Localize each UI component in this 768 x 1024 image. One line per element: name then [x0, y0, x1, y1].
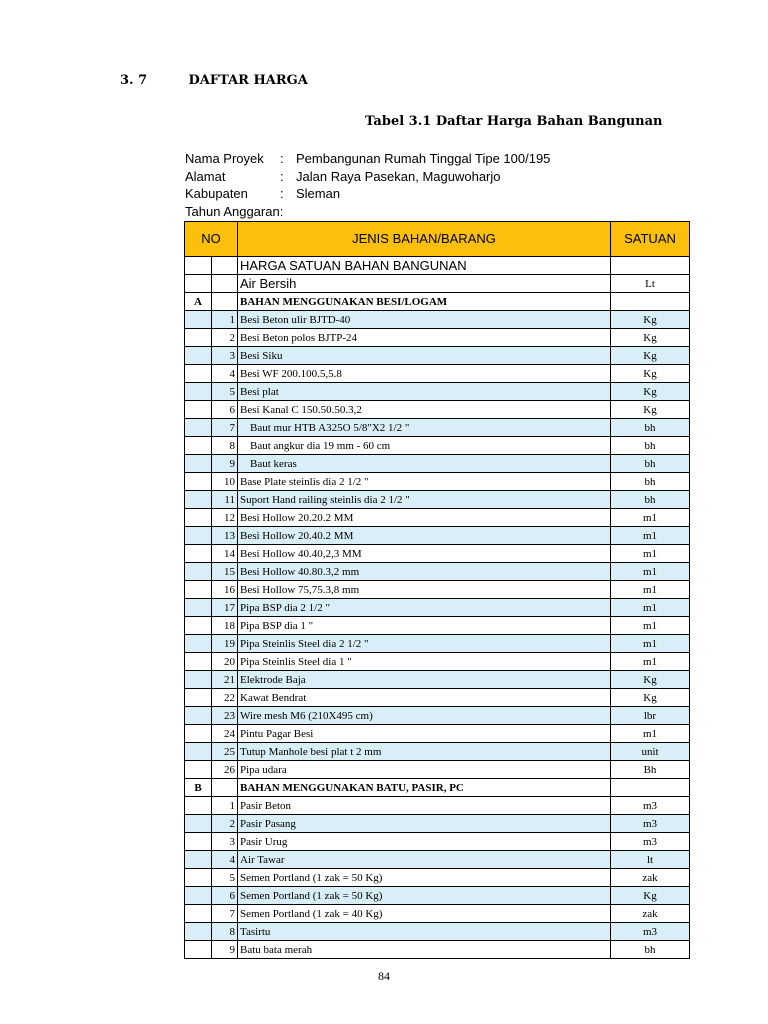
row-group	[185, 329, 212, 347]
row-item-name: Pasir Urug	[238, 833, 611, 851]
row-item-name: Besi Hollow 20.40.2 MM	[238, 527, 611, 545]
table-row	[185, 887, 690, 905]
table-row	[185, 689, 690, 707]
row-group	[185, 743, 212, 761]
row-group	[185, 869, 212, 887]
table-row	[185, 599, 690, 617]
row-unit	[611, 293, 690, 311]
row-group	[185, 923, 212, 941]
table-row	[185, 671, 690, 689]
row-unit: Kg	[611, 365, 690, 383]
table-row	[185, 581, 690, 599]
section-row	[185, 779, 690, 797]
table-row	[185, 851, 690, 869]
row-group: B	[185, 779, 212, 797]
row-unit: m3	[611, 797, 690, 815]
table-row	[185, 743, 690, 761]
table-row	[185, 455, 690, 473]
project-info-sep: :	[280, 186, 284, 201]
row-item-name: Besi Siku	[238, 347, 611, 365]
table-row	[185, 437, 690, 455]
row-group	[185, 581, 212, 599]
row-item-name: BAHAN MENGGUNAKAN BATU, PASIR, PC	[238, 779, 611, 797]
section-row	[185, 293, 690, 311]
table-row	[185, 365, 690, 383]
row-number: 3	[212, 833, 238, 851]
table-caption: Tabel 3.1 Daftar Harga Bahan Bangunan	[365, 114, 663, 129]
row-unit: m1	[611, 653, 690, 671]
row-unit: m1	[611, 563, 690, 581]
row-number: 24	[212, 725, 238, 743]
table-row	[185, 761, 690, 779]
row-unit: bh	[611, 473, 690, 491]
row-group	[185, 905, 212, 923]
row-group	[185, 941, 212, 959]
row-unit: m1	[611, 545, 690, 563]
table-row	[185, 797, 690, 815]
row-unit: m1	[611, 617, 690, 635]
row-group	[185, 275, 212, 293]
row-unit: m3	[611, 833, 690, 851]
row-unit: bh	[611, 491, 690, 509]
row-item-name: Suport Hand railing steinlis dia 2 1/2 "	[238, 491, 611, 509]
row-number: 20	[212, 653, 238, 671]
row-unit: lbr	[611, 707, 690, 725]
row-number: 2	[212, 815, 238, 833]
table-row	[185, 257, 690, 275]
project-info-label: Kabupaten	[185, 186, 248, 201]
row-unit: bh	[611, 941, 690, 959]
price-table	[184, 221, 690, 959]
section-title: DAFTAR HARGA	[188, 73, 308, 88]
table-row	[185, 923, 690, 941]
row-item-name: Besi WF 200.100.5,5.8	[238, 365, 611, 383]
row-number: 2	[212, 329, 238, 347]
row-group	[185, 635, 212, 653]
row-group	[185, 437, 212, 455]
row-item-name: Pipa Steinlis Steel dia 1 "	[238, 653, 611, 671]
row-item-name: Semen Portland (1 zak = 50 Kg)	[238, 869, 611, 887]
row-group	[185, 311, 212, 329]
row-item-name: Pipa udara	[238, 761, 611, 779]
table-row	[185, 311, 690, 329]
table-row	[185, 905, 690, 923]
row-group	[185, 689, 212, 707]
table-row	[185, 527, 690, 545]
row-number: 9	[212, 941, 238, 959]
row-group	[185, 419, 212, 437]
row-unit: unit	[611, 743, 690, 761]
row-item-name: Air Bersih	[238, 275, 611, 293]
table-row	[185, 383, 690, 401]
row-group	[185, 707, 212, 725]
row-group	[185, 887, 212, 905]
row-group	[185, 653, 212, 671]
row-unit	[611, 779, 690, 797]
project-info-row	[185, 168, 550, 186]
row-group	[185, 383, 212, 401]
row-number: 5	[212, 383, 238, 401]
table-row	[185, 725, 690, 743]
section-heading	[120, 73, 308, 88]
row-item-name: Semen Portland (1 zak = 50 Kg)	[238, 887, 611, 905]
row-number: 26	[212, 761, 238, 779]
row-group	[185, 509, 212, 527]
row-number: 4	[212, 365, 238, 383]
row-number: 10	[212, 473, 238, 491]
project-info-value: Pembangunan Rumah Tinggal Tipe 100/195	[296, 151, 551, 166]
row-item-name: Pasir Pasang	[238, 815, 611, 833]
project-info-sep: :	[280, 168, 284, 184]
row-number: 22	[212, 689, 238, 707]
row-item-name: Tutup Manhole besi plat t 2 mm	[238, 743, 611, 761]
row-group	[185, 455, 212, 473]
row-number: 25	[212, 743, 238, 761]
row-unit: lt	[611, 851, 690, 869]
project-info-sep: :	[280, 151, 284, 166]
row-group	[185, 851, 212, 869]
row-item-name: Base Plate steinlis dia 2 1/2 "	[238, 473, 611, 491]
row-item-name: Pipa BSP dia 2 1/2 "	[238, 599, 611, 617]
row-group	[185, 491, 212, 509]
row-unit: m3	[611, 923, 690, 941]
row-number: 7	[212, 905, 238, 923]
row-item-name: Baut angkur dia 19 mm - 60 cm	[238, 437, 611, 455]
table-row	[185, 635, 690, 653]
table-row	[185, 653, 690, 671]
page-number: 84	[378, 969, 390, 983]
table-row	[185, 329, 690, 347]
row-item-name: Besi Hollow 40.80.3,2 mm	[238, 563, 611, 581]
table-row	[185, 275, 690, 293]
row-unit: Lt	[611, 275, 690, 293]
table-row	[185, 941, 690, 959]
row-number: 12	[212, 509, 238, 527]
row-number	[212, 293, 238, 311]
row-item-name: Baut keras	[238, 455, 611, 473]
row-number	[212, 779, 238, 797]
row-number: 4	[212, 851, 238, 869]
row-item-name: Pasir Beton	[238, 797, 611, 815]
row-group	[185, 563, 212, 581]
row-unit: Kg	[611, 347, 690, 365]
table-row	[185, 509, 690, 527]
project-info	[185, 150, 550, 220]
row-unit: zak	[611, 905, 690, 923]
section-number: 3. 7	[120, 73, 148, 88]
row-number: 3	[212, 347, 238, 365]
row-item-name: Batu bata merah	[238, 941, 611, 959]
row-item-name: Besi Beton polos BJTP-24	[238, 329, 611, 347]
row-group	[185, 797, 212, 815]
row-number: 8	[212, 437, 238, 455]
row-unit: Kg	[611, 887, 690, 905]
row-item-name: Besi Hollow 40.40,2,3 MM	[238, 545, 611, 563]
table-row	[185, 419, 690, 437]
header-satuan: SATUAN	[611, 222, 690, 257]
row-number: 15	[212, 563, 238, 581]
project-info-row	[185, 150, 550, 168]
row-unit: bh	[611, 419, 690, 437]
row-item-name: BAHAN MENGGUNAKAN BESI/LOGAM	[238, 293, 611, 311]
row-item-name: Wire mesh M6 (210X495 cm)	[238, 707, 611, 725]
table-row	[185, 473, 690, 491]
row-item-name: Besi Kanal C 150.50.50.3,2	[238, 401, 611, 419]
row-item-name: HARGA SATUAN BAHAN BANGUNAN	[238, 257, 611, 275]
table-row	[185, 545, 690, 563]
row-group	[185, 833, 212, 851]
project-info-label: Tahun Anggaran:	[185, 203, 284, 219]
row-unit: Bh	[611, 761, 690, 779]
row-unit: m1	[611, 635, 690, 653]
row-item-name: Pipa Steinlis Steel dia 2 1/2 "	[238, 635, 611, 653]
row-number: 11	[212, 491, 238, 509]
row-item-name: Baut mur HTB A325O 5/8"X2 1/2 "	[238, 419, 611, 437]
row-number: 13	[212, 527, 238, 545]
row-unit: m1	[611, 527, 690, 545]
project-info-value: Jalan Raya Pasekan, Maguwoharjo	[296, 168, 501, 184]
table-row	[185, 617, 690, 635]
row-unit: bh	[611, 437, 690, 455]
header-no: NO	[185, 222, 238, 257]
table-row	[185, 401, 690, 419]
row-unit: Kg	[611, 329, 690, 347]
row-unit: Kg	[611, 689, 690, 707]
row-number: 14	[212, 545, 238, 563]
table-row	[185, 869, 690, 887]
row-unit: m1	[611, 725, 690, 743]
row-number: 1	[212, 311, 238, 329]
row-group	[185, 761, 212, 779]
row-unit: m1	[611, 509, 690, 527]
row-group	[185, 257, 212, 275]
table-row	[185, 491, 690, 509]
row-item-name: Pipa BSP dia 1 "	[238, 617, 611, 635]
row-item-name: Besi Hollow 75,75.3,8 mm	[238, 581, 611, 599]
row-number: 18	[212, 617, 238, 635]
project-info-row	[185, 203, 550, 221]
row-group	[185, 815, 212, 833]
row-number: 5	[212, 869, 238, 887]
row-group	[185, 401, 212, 419]
row-item-name: Elektrode Baja	[238, 671, 611, 689]
row-unit: Kg	[611, 383, 690, 401]
row-group	[185, 545, 212, 563]
row-group	[185, 671, 212, 689]
row-item-name: Besi Hollow 20.20.2 MM	[238, 509, 611, 527]
row-group	[185, 347, 212, 365]
row-number: 16	[212, 581, 238, 599]
row-item-name: Besi Beton ulir BJTD-40	[238, 311, 611, 329]
project-info-label: Nama Proyek	[185, 151, 264, 166]
row-number: 1	[212, 797, 238, 815]
project-info-value: Sleman	[296, 186, 341, 201]
project-info-row	[185, 185, 550, 203]
row-number	[212, 257, 238, 275]
row-group	[185, 617, 212, 635]
table-header-row	[185, 222, 690, 257]
row-group	[185, 365, 212, 383]
row-group	[185, 473, 212, 491]
row-unit: m1	[611, 599, 690, 617]
row-number: 21	[212, 671, 238, 689]
row-number: 23	[212, 707, 238, 725]
row-item-name: Besi plat	[238, 383, 611, 401]
row-number: 9	[212, 455, 238, 473]
row-number: 7	[212, 419, 238, 437]
row-unit: Kg	[611, 671, 690, 689]
row-unit: m3	[611, 815, 690, 833]
row-unit	[611, 257, 690, 275]
row-unit: Kg	[611, 401, 690, 419]
table-row	[185, 347, 690, 365]
row-number: 17	[212, 599, 238, 617]
row-number: 6	[212, 887, 238, 905]
row-group: A	[185, 293, 212, 311]
row-item-name: Tasirtu	[238, 923, 611, 941]
row-unit: zak	[611, 869, 690, 887]
row-number: 19	[212, 635, 238, 653]
row-unit: Kg	[611, 311, 690, 329]
project-info-label: Alamat	[185, 168, 226, 184]
table-row	[185, 707, 690, 725]
row-item-name: Kawat Bendrat	[238, 689, 611, 707]
table-row	[185, 563, 690, 581]
header-jenis: JENIS BAHAN/BARANG	[238, 222, 611, 257]
row-number: 8	[212, 923, 238, 941]
row-unit: bh	[611, 455, 690, 473]
table-row	[185, 833, 690, 851]
row-group	[185, 599, 212, 617]
row-item-name: Air Tawar	[238, 851, 611, 869]
row-group	[185, 527, 212, 545]
table-row	[185, 815, 690, 833]
row-number: 6	[212, 401, 238, 419]
row-item-name: Pintu Pagar Besi	[238, 725, 611, 743]
row-number	[212, 275, 238, 293]
row-item-name: Semen Portland (1 zak = 40 Kg)	[238, 905, 611, 923]
row-unit: m1	[611, 581, 690, 599]
row-group	[185, 725, 212, 743]
